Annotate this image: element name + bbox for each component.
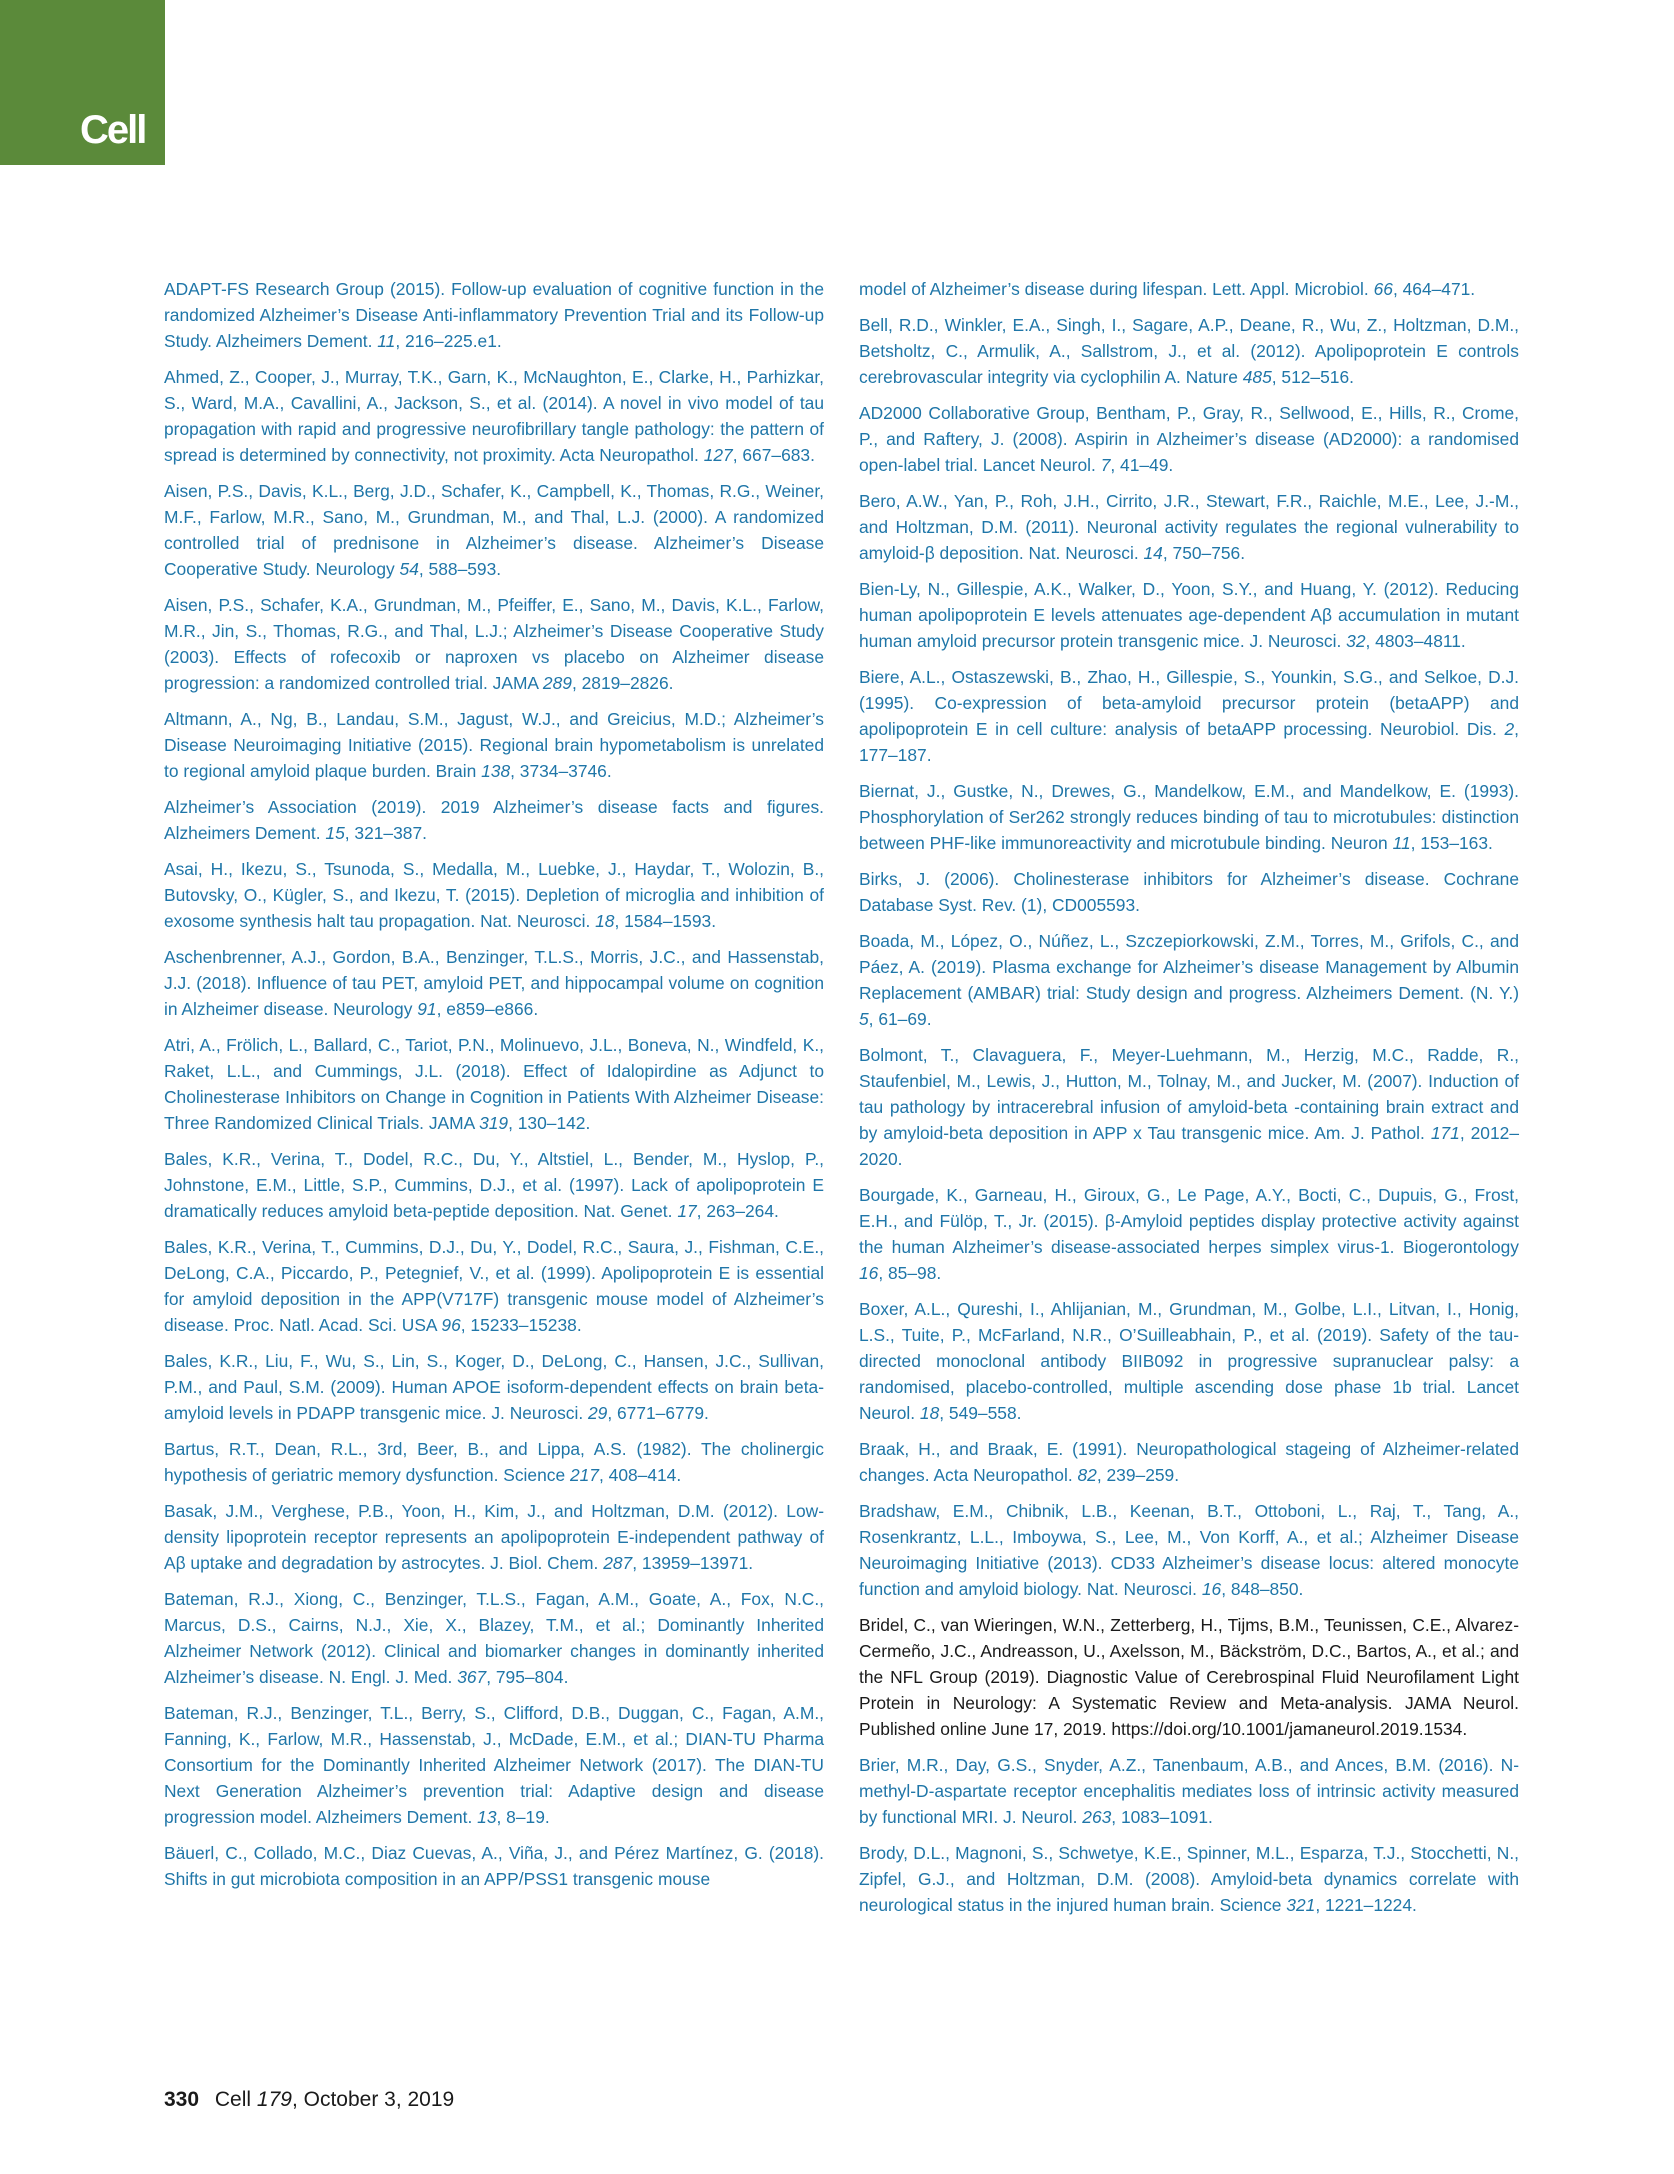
reference-entry[interactable]: [164, 1700, 824, 1830]
cell-logo-block: [0, 0, 165, 165]
reference-pages: , 2819–2826.: [571, 673, 674, 693]
reference-volume: 32: [1346, 631, 1366, 651]
reference-volume: 287: [603, 1553, 633, 1573]
reference-entry[interactable]: [164, 706, 824, 784]
reference-volume: 18: [595, 911, 615, 931]
reference-volume: 16: [1201, 1579, 1222, 1599]
reference-entry[interactable]: [859, 1840, 1519, 1918]
reference-text: Boada, M., López, O., Núñez, L., Szczepiorkowski, Z.M., Torres, M., Grifols, C., and Páez, A. (2019). Plasma exchange for Alzheimer’s disease Management by Albumin Replacement (AMBAR) trial: Study design and progress. Alzheimers Dement. (N. Y.): [859, 931, 1519, 1003]
reference-text: Brier, M.R., Day, G.S., Snyder, A.Z., Tanenbaum, A.B., and Ances, B.M. (2016). N-methyl-D-aspartate receptor encephalitis mediates loss of intrinsic activity measured by functional MRI. J. Neurol.: [859, 1755, 1519, 1827]
reference-volume: 96: [441, 1315, 461, 1335]
reference-text: Bateman, R.J., Benzinger, T.L., Berry, S., Clifford, D.B., Duggan, C., Fagan, A.M., Fanning, K., Farlow, M.R., Hassenstab, J., McDade, E.M., et al.; DIAN-TU Pharma Consortium for the Dominantly Inherited Alzheimer Network (2017). The DIAN-TU Next Generation Alzheimer’s prevention trial: Adaptive design and disease progression model. Alzheimers Dement.: [164, 1703, 824, 1827]
reference-text: Atri, A., Frölich, L., Ballard, C., Tariot, P.N., Molinuevo, J.L., Boneva, N., Windfeld, K., Raket, L.L., and Cummings, J.L. (2018). Effect of Idalopirdine as Adjunct to Cholinesterase Inhibitors on Change in Cognition in Patients With Alzheimer Disease: Three Randomized Clinical Trials. JAMA: [164, 1035, 824, 1133]
issue-date: , October 3, 2019: [291, 2088, 455, 2111]
reference-volume: 289: [542, 673, 572, 693]
reference-entry[interactable]: [859, 1498, 1519, 1602]
reference-entry[interactable]: [164, 592, 824, 696]
reference-pages: , 263–264.: [696, 1201, 779, 1221]
reference-text: Aisen, P.S., Schafer, K.A., Grundman, M., Pfeiffer, E., Sano, M., Davis, K.L., Farlow, M.R., Jin, S., Thomas, R.G., and Thal, L.J.; Alzheimer’s Disease Cooperative Study (2003). Effects of rofecoxib or naproxen vs placebo on Alzheimer disease progression: a randomized controlled trial. JAMA: [164, 595, 824, 693]
reference-entry[interactable]: [859, 488, 1519, 566]
reference-entry[interactable]: [164, 1840, 824, 1892]
reference-entry[interactable]: [859, 1296, 1519, 1426]
reference-pages: , 6771–6779.: [607, 1403, 709, 1423]
reference-entry[interactable]: [164, 1586, 824, 1690]
reference-pages: , 1221–1224.: [1315, 1895, 1417, 1915]
reference-pages: , 239–259.: [1096, 1465, 1180, 1485]
reference-volume: 263: [1082, 1807, 1112, 1827]
reference-entry[interactable]: [859, 928, 1519, 1032]
reference-text: Bourgade, K., Garneau, H., Giroux, G., Le Page, A.Y., Bocti, C., Dupuis, G., Frost, E.H., and Fülöp, T., Jr. (2015). β-Amyloid peptides display protective activity against the human Alzheimer’s disease-associated herpes simplex virus-1. Biogerontology: [859, 1185, 1519, 1257]
page-footer: [164, 2088, 454, 2112]
reference-volume: 13: [477, 1807, 497, 1827]
reference-volume: 17: [677, 1201, 697, 1221]
reference-text: Alzheimer’s Association (2019). 2019 Alzheimer’s disease facts and figures. Alzheimers Dement.: [164, 797, 824, 843]
reference-pages: , 85–98.: [878, 1263, 942, 1283]
reference-pages: , e859–e866.: [436, 999, 539, 1019]
reference-pages: , 216–225.e1.: [395, 331, 502, 351]
cell-logo: Cell: [80, 108, 146, 152]
reference-volume: 2: [1504, 719, 1515, 739]
reference-pages: , 464–471.: [1392, 279, 1476, 299]
reference-entry[interactable]: [164, 794, 824, 846]
journal-volume: 179: [256, 2088, 292, 2111]
reference-pages: , 61–69.: [868, 1009, 932, 1029]
reference-entry[interactable]: [859, 778, 1519, 856]
reference-pages: , 750–756.: [1162, 543, 1246, 563]
reference-entry[interactable]: [859, 1612, 1519, 1742]
reference-entry[interactable]: [859, 576, 1519, 654]
reference-pages: , 130–142.: [508, 1113, 591, 1133]
reference-text: Brody, D.L., Magnoni, S., Schwetye, K.E., Spinner, M.L., Esparza, T.J., Stocchetti, N., Zipfel, G.J., and Holtzman, D.M. (2008). Amyloid-beta dynamics correlate with neurological status in the injured human brain. Science: [859, 1843, 1519, 1915]
references-left-column: [164, 276, 824, 1902]
reference-volume: 29: [587, 1403, 608, 1423]
reference-text: Aisen, P.S., Davis, K.L., Berg, J.D., Schafer, K., Campbell, K., Thomas, R.G., Weiner, M.F., Farlow, M.R., Sano, M., Grundman, M., and Thal, L.J. (2000). A randomized controlled trial of prednisone in Alzheimer’s disease. Alzheimer’s Disease Cooperative Study. Neurology: [164, 481, 824, 579]
reference-entry[interactable]: [164, 1234, 824, 1338]
reference-volume: 367: [457, 1667, 487, 1687]
reference-text: Bateman, R.J., Xiong, C., Benzinger, T.L.S., Fagan, A.M., Goate, A., Fox, N.C., Marcus, D.S., Cairns, N.J., Xie, X., Blazey, T.M., et al.; Dominantly Inherited Alzheimer Network (2012). Clinical and biomarker changes in dominantly inherited Alzheimer’s disease. N. Engl. J. Med.: [164, 1589, 824, 1687]
reference-text: Asai, H., Ikezu, S., Tsunoda, S., Medalla, M., Luebke, J., Haydar, T., Wolozin, B., Butovsky, O., Kügler, S., and Ikezu, T. (2015). Depletion of microglia and inhibition of exosome synthesis halt tau propagation. Nat. Neurosci.: [164, 859, 824, 931]
reference-entry[interactable]: [859, 276, 1519, 302]
reference-entry[interactable]: [859, 664, 1519, 768]
reference-pages: , 3734–3746.: [510, 761, 612, 781]
reference-entry[interactable]: [164, 1348, 824, 1426]
reference-pages: , 15233–15238.: [460, 1315, 582, 1335]
reference-pages: , 2012–2020.: [859, 1123, 1519, 1169]
reference-volume: 11: [1392, 833, 1411, 853]
reference-volume: 217: [569, 1465, 599, 1485]
reference-pages: , 4803–4811.: [1365, 631, 1466, 651]
reference-pages: , 153–163.: [1410, 833, 1493, 853]
reference-entry[interactable]: [164, 944, 824, 1022]
reference-pages: , 512–516.: [1271, 367, 1354, 387]
reference-text: Biere, A.L., Ostaszewski, B., Zhao, H., Gillespie, S., Younkin, S.G., and Selkoe, D.J. (1995). Co-expression of beta-amyloid precursor protein (betaAPP) and apolipoprotein E in cell culture: analysis of betaAPP processing. Neurobiol. Dis.: [859, 667, 1519, 739]
reference-volume: 82: [1077, 1465, 1097, 1485]
reference-pages: , 321–387.: [344, 823, 427, 843]
reference-text: Bartus, R.T., Dean, R.L., 3rd, Beer, B., and Lippa, A.S. (1982). The cholinergic hypothesis of geriatric memory dysfunction. Science: [164, 1439, 824, 1485]
journal-name: Cell: [214, 2088, 257, 2111]
reference-text: Aschenbrenner, A.J., Gordon, B.A., Benzinger, T.L.S., Morris, J.C., and Hassenstab, J.J. (2018). Influence of tau PET, amyloid PET, and hippocampal volume on cognition in Alzheimer disease. Neurology: [164, 947, 824, 1019]
reference-pages: , 1584–1593.: [614, 911, 717, 931]
reference-entry[interactable]: [859, 400, 1519, 478]
reference-text: AD2000 Collaborative Group, Bentham, P., Gray, R., Sellwood, E., Hills, R., Crome, P., and Raftery, J. (2008). Aspirin in Alzheimer’s disease (AD2000): a randomised open-label trial. Lancet Neurol.: [859, 403, 1519, 475]
reference-volume: 16: [859, 1263, 879, 1283]
reference-volume: 11: [377, 331, 396, 351]
reference-text: Ahmed, Z., Cooper, J., Murray, T.K., Garn, K., McNaughton, E., Clarke, H., Parhizkar, S., Ward, M.A., Cavallini, A., Jackson, S., et al. (2014). A novel in vivo model of tau propagation with rapid and progressive neurofibrillary tangle pathology: the pattern of spread is determined by connectivity, not proximity. Acta Neuropathol.: [164, 367, 824, 465]
reference-volume: 171: [1430, 1123, 1460, 1143]
reference-pages: , 667–683.: [732, 445, 815, 465]
reference-text: Bales, K.R., Verina, T., Dodel, R.C., Du, Y., Altstiel, L., Bender, M., Hyslop, P., Johnstone, E.M., Little, S.P., Cummins, D.J., et al. (1997). Lack of apolipoprotein E dramatically reduces amyloid beta-peptide deposition. Nat. Genet.: [164, 1149, 824, 1221]
reference-entry[interactable]: [859, 1042, 1519, 1172]
reference-text: Bales, K.R., Liu, F., Wu, S., Lin, S., Koger, D., DeLong, C., Hansen, J.C., Sullivan, P.M., and Paul, S.M. (2009). Human APOE isoform-dependent effects on brain beta-amyloid levels in PDAPP transgenic mice. J. Neurosci.: [164, 1351, 824, 1423]
reference-text: Basak, J.M., Verghese, P.B., Yoon, H., Kim, J., and Holtzman, D.M. (2012). Low-density lipoprotein receptor represents an apolipoprotein E-independent pathway of Aβ uptake and degradation by astrocytes. J. Biol. Chem.: [164, 1501, 824, 1573]
reference-pages: , 1083–1091.: [1111, 1807, 1213, 1827]
reference-volume: 66: [1373, 279, 1393, 299]
reference-entry[interactable]: [859, 1436, 1519, 1488]
reference-text: Bradshaw, E.M., Chibnik, L.B., Keenan, B.T., Ottoboni, L., Raj, T., Tang, A., Rosenkrantz, L.L., Imboywa, S., Lee, M., Von Korff, A., et al.; Alzheimer Disease Neuroimaging Initiative (2013). CD33 Alzheimer’s disease locus: altered monocyte function and amyloid biology. Nat. Neurosci.: [859, 1501, 1519, 1599]
reference-text: Boxer, A.L., Qureshi, I., Ahlijanian, M., Grundman, M., Golbe, L.I., Litvan, I., Honig, L.S., Tuite, P., McFarland, N.R., O’Suilleabhain, P., et al. (2019). Safety of the tau-directed monoclonal antibody BIIB092 in progressive supranuclear palsy: a randomised, placebo-controlled, multiple ascending dose phase 1b trial. Lancet Neurol.: [859, 1299, 1519, 1423]
reference-pages: , 549–558.: [939, 1403, 1022, 1423]
reference-entry[interactable]: [859, 866, 1519, 918]
reference-volume: 321: [1286, 1895, 1316, 1915]
reference-entry[interactable]: [164, 856, 824, 934]
reference-volume: 319: [479, 1113, 509, 1133]
reference-volume: 14: [1143, 543, 1163, 563]
reference-text: Birks, J. (2006). Cholinesterase inhibitors for Alzheimer’s disease. Cochrane Database Syst. Rev. (1), CD005593.: [859, 869, 1519, 915]
reference-text: Bien-Ly, N., Gillespie, A.K., Walker, D., Yoon, S.Y., and Huang, Y. (2012). Reducing human apolipoprotein E levels attenuates age-dependent Aβ accumulation in mutant human amyloid precursor protein transgenic mice. J. Neurosci.: [859, 579, 1519, 651]
reference-pages: , 41–49.: [1110, 455, 1174, 475]
reference-pages: , 13959–13971.: [632, 1553, 754, 1573]
reference-text: Bolmont, T., Clavaguera, F., Meyer-Luehmann, M., Herzig, M.C., Radde, R., Staufenbiel, M., Lewis, J., Hutton, M., Tolnay, M., and Jucker, M. (2007). Induction of tau pathology by intracerebral infusion of amyloid-beta -containing brain extract and by amyloid-beta deposition in APP x Tau transgenic mice. Am. J. Pathol.: [859, 1045, 1519, 1143]
reference-entry[interactable]: [859, 1182, 1519, 1286]
reference-volume: 127: [703, 445, 733, 465]
reference-entry[interactable]: [164, 1032, 824, 1136]
reference-volume: 18: [919, 1403, 940, 1423]
reference-text: Biernat, J., Gustke, N., Drewes, G., Mandelkow, E.M., and Mandelkow, E. (1993). Phosphorylation of Ser262 strongly reduces binding of tau to microtubules: distinction between PHF-like immunoreactivity and microtubule binding. Neuron: [859, 781, 1519, 853]
reference-text: Altmann, A., Ng, B., Landau, S.M., Jagust, W.J., and Greicius, M.D.; Alzheimer’s Disease Neuroimaging Initiative (2015). Regional brain hypometabolism is unrelated to regional amyloid plaque burden. Brain: [164, 709, 824, 781]
reference-volume: 15: [325, 823, 345, 843]
reference-text: Bell, R.D., Winkler, E.A., Singh, I., Sagare, A.P., Deane, R., Wu, Z., Holtzman, D.M., Betsholtz, C., Armulik, A., Sallstrom, J., et al. (2012). Apolipoprotein E controls cerebrovascular integrity via cyclophilin A. Nature: [859, 315, 1519, 387]
reference-text: Bäuerl, C., Collado, M.C., Diaz Cuevas, A., Viña, J., and Pérez Martínez, G. (2018). Shifts in gut microbiota composition in an APP/PSS1 transgenic mouse: [164, 1843, 824, 1889]
references-right-column: [859, 276, 1519, 1928]
reference-entry[interactable]: [164, 1498, 824, 1576]
reference-text: model of Alzheimer’s disease during lifespan. Lett. Appl. Microbiol.: [859, 279, 1374, 299]
page-number: 330: [164, 2088, 200, 2111]
reference-text: Bero, A.W., Yan, P., Roh, J.H., Cirrito, J.R., Stewart, F.R., Raichle, M.E., Lee, J.-M., and Holtzman, D.M. (2011). Neuronal activity regulates the regional vulnerability to amyloid-β deposition. Nat. Neurosci.: [859, 491, 1519, 563]
reference-entry[interactable]: [164, 1146, 824, 1224]
reference-text: Braak, H., and Braak, E. (1991). Neuropathological stageing of Alzheimer-related changes. Acta Neuropathol.: [859, 1439, 1519, 1485]
reference-volume: 91: [417, 999, 437, 1019]
reference-entry[interactable]: [164, 1436, 824, 1488]
reference-text: ADAPT-FS Research Group (2015). Follow-up evaluation of cognitive function in the randomized Alzheimer’s Disease Anti-inflammatory Prevention Trial and its Follow-up Study. Alzheimers Dement.: [164, 279, 824, 351]
reference-pages: , 848–850.: [1221, 1579, 1304, 1599]
reference-pages: , 588–593.: [418, 559, 502, 579]
reference-text: Bridel, C., van Wieringen, W.N., Zetterberg, H., Tijms, B.M., Teunissen, C.E., Alvarez-Cermeño, J.C., Andreasson, U., Axelsson, M., Bäckström, D.C., Bartos, A., et al.; and the NFL Group (2019). Diagnostic Value of Cerebrospinal Fluid Neurofilament Light Protein in Neurology: A Systematic Review and Meta-analysis. JAMA Neurol. Published online June 17, 2019. https://doi.org/10.1001/jamaneurol.2019.1534.: [859, 1615, 1519, 1739]
reference-volume: 485: [1242, 367, 1272, 387]
reference-volume: 138: [481, 761, 511, 781]
reference-pages: , 408–414.: [598, 1465, 682, 1485]
reference-pages: , 177–187.: [859, 719, 1519, 765]
reference-volume: 54: [399, 559, 419, 579]
reference-text: Bales, K.R., Verina, T., Cummins, D.J., Du, Y., Dodel, R.C., Saura, J., Fishman, C.E., DeLong, C.A., Piccardo, P., Petegnief, V., et al. (1999). Apolipoprotein E is essential for amyloid deposition in the APP(V717F) transgenic mouse model of Alzheimer’s disease. Proc. Natl. Acad. Sci. USA: [164, 1237, 824, 1335]
reference-pages: , 8–19.: [496, 1807, 550, 1827]
reference-entry[interactable]: [859, 312, 1519, 390]
reference-entry[interactable]: [164, 276, 824, 354]
reference-pages: , 795–804.: [486, 1667, 569, 1687]
reference-volume: 5: [859, 1009, 869, 1029]
reference-volume: 7: [1100, 455, 1111, 475]
reference-entry[interactable]: [164, 478, 824, 582]
reference-entry[interactable]: [859, 1752, 1519, 1830]
reference-entry[interactable]: [164, 364, 824, 468]
